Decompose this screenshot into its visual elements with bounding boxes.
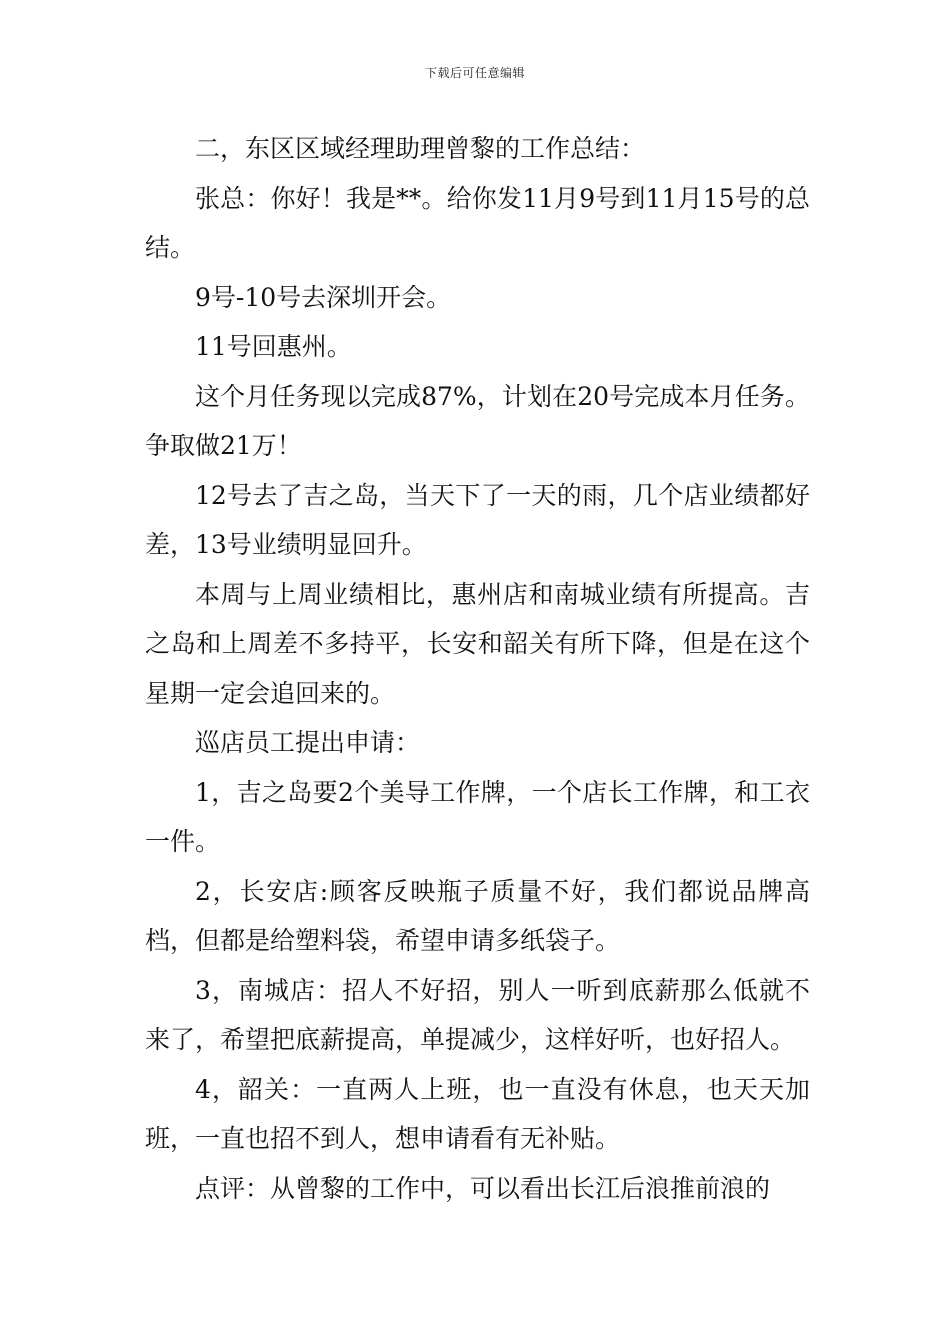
list-item: 3，南城店：招人不好招，别人一听到底薪那么低就不来了，希望把底薪提高，单提减少，这样好听，也好招人。 bbox=[145, 975, 810, 1054]
paragraph: 11号回惠州。 bbox=[195, 332, 352, 361]
paragraph: 点评：从曾黎的工作中，可以看出长江后浪推前浪的 bbox=[195, 1173, 771, 1203]
page-header: 下载后可任意编辑 bbox=[424, 66, 525, 80]
paragraph: 这个月任务现以完成87%，计划在20号完成本月任务。争取做21万！ bbox=[145, 381, 810, 460]
list-item: 4，韶关：一直两人上班，也一直没有休息，也天天加班，一直也招不到人，想申请看有无补贴。 bbox=[145, 1074, 810, 1153]
section-heading: 二，东区区域经理助理曾黎的工作总结： bbox=[195, 134, 646, 163]
paragraph: 张总：你好！我是**。给你发11月9号到11月15号的总结。 bbox=[145, 183, 810, 262]
document-body bbox=[145, 124, 810, 1213]
paragraph: 本周与上周业绩相比，惠州店和南城业绩有所提高。吉之岛和上周差不多持平，长安和韶关有所下降，但是在这个星期一定会追回来的。 bbox=[145, 579, 810, 708]
paragraph: 12号去了吉之岛，当天下了一天的雨，几个店业绩都好差，13号业绩明显回升。 bbox=[145, 480, 810, 559]
list-item: 1，吉之岛要2个美导工作牌，一个店长工作牌，和工衣一件。 bbox=[145, 777, 810, 856]
list-item: 2，长安店:顾客反映瓶子质量不好，我们都说品牌高档，但都是给塑料袋，希望申请多纸袋子。 bbox=[145, 876, 810, 955]
paragraph: 巡店员工提出申请： bbox=[195, 728, 421, 757]
paragraph: 9号-10号去深圳开会。 bbox=[195, 282, 452, 312]
